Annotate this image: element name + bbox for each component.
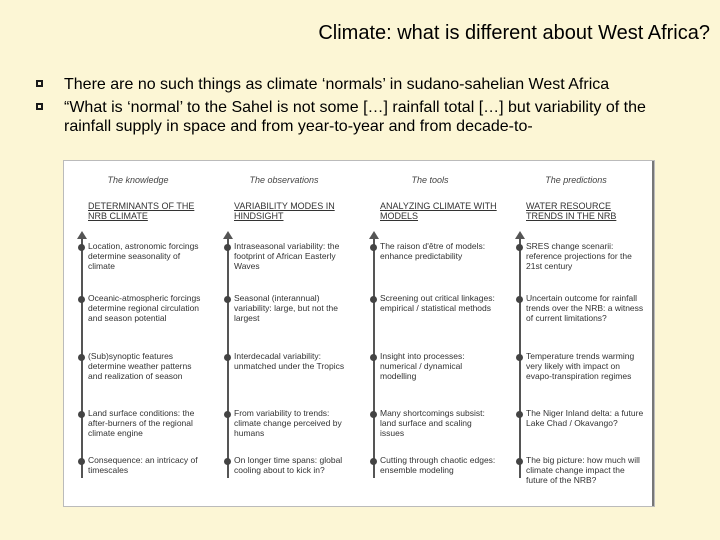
column-item: Interdecadal variability: unmatched under the Tropics [234,351,345,371]
bullet-dot-icon [516,458,523,465]
figure-column-tools [360,161,500,506]
bullet-dot-icon [516,354,523,361]
column-item: SRES change scenarii: reference projections for the 21st century [526,241,632,271]
embedded-figure [63,160,655,507]
figure-column-predictions [506,161,646,506]
column-header: The predictions [545,175,607,185]
square-bullet-icon [36,80,43,87]
column-item: Seasonal (interannual) variability: large, but not the largest [234,293,338,323]
column-subheader: DETERMINANTS OF THE NRB CLIMATE [88,201,195,221]
column-item: The raison d'être of models: enhance predictability [380,241,486,261]
bullet-dot-icon [224,244,231,251]
column-item: Many shortcomings subsist: land surface and scaling issues [380,408,485,438]
bullet-dot-icon [516,296,523,303]
square-bullet-icon [36,103,43,110]
bullet-dot-icon [370,354,377,361]
column-subheader: ANALYZING CLIMATE WITH MODELS [380,201,497,221]
column-item: Intraseasonal variability: the footprint of African Easterly Waves [234,241,340,271]
column-item: Oceanic-atmospheric forcings determine regional circulation and season potential [88,293,201,323]
column-subheader: VARIABILITY MODES IN HINDSIGHT [234,201,335,221]
bullet-item [36,75,686,94]
bullet-text: “What is ‘normal’ to the Sahel is not some […] rainfall total […] but variability of the rainfall supply in space and from year-to-year and from decade-to- [64,99,646,135]
column-item: Location, astronomic forcings determine seasonality of climate [88,241,199,271]
bullet-dot-icon [224,411,231,418]
bullet-item [36,98,686,135]
column-item: From variability to trends: climate change perceived by humans [234,408,342,438]
bullet-dot-icon [224,458,231,465]
bullet-dot-icon [78,458,85,465]
column-item: Screening out critical linkages: empirical / statistical methods [380,293,495,313]
bullet-dot-icon [78,296,85,303]
bullet-dot-icon [516,411,523,418]
bullet-dot-icon [78,411,85,418]
bullet-dot-icon [224,354,231,361]
column-item: Cutting through chaotic edges: ensemble modeling [380,455,496,475]
bullet-dot-icon [224,296,231,303]
bullet-dot-icon [370,244,377,251]
column-item: Land surface conditions: the after-burners of the regional climate engine [88,408,195,438]
column-item: (Sub)synoptic features determine weather patterns and realization of season [88,351,192,381]
bullet-dot-icon [78,354,85,361]
column-item: On longer time spans: global cooling about to kick in? [234,455,343,475]
column-item: The Niger Inland delta: a future Lake Chad / Okavango? [526,408,644,428]
bullet-dot-icon [516,244,523,251]
bullet-dot-icon [370,411,377,418]
column-header: The knowledge [107,175,169,185]
column-item: Consequence: an intricacy of timescales [88,455,198,475]
figure-column-observations [214,161,354,506]
column-item: Uncertain outcome for rainfall trends over the NRB: a witness of current limitations? [526,293,644,323]
bullet-list [36,75,686,135]
column-subheader: WATER RESOURCE TRENDS IN THE NRB [526,201,617,221]
column-header: The observations [249,175,319,185]
column-item: The big picture: how much will climate change impact the future of the NRB? [526,455,640,485]
bullet-dot-icon [78,244,85,251]
bullet-dot-icon [370,296,377,303]
bullet-text: There are no such things as climate ‘normals’ in sudano-sahelian West Africa [64,76,610,93]
slide-title: Climate: what is different about West Africa? [318,22,710,44]
column-item: Insight into processes: numerical / dynamical modelling [380,351,465,381]
column-header: The tools [411,175,449,185]
bullet-dot-icon [370,458,377,465]
column-item: Temperature trends warming very likely with impact on evapo-transpiration regimes [526,351,635,381]
figure-column-knowledge [68,161,208,506]
figure-border [652,161,654,506]
